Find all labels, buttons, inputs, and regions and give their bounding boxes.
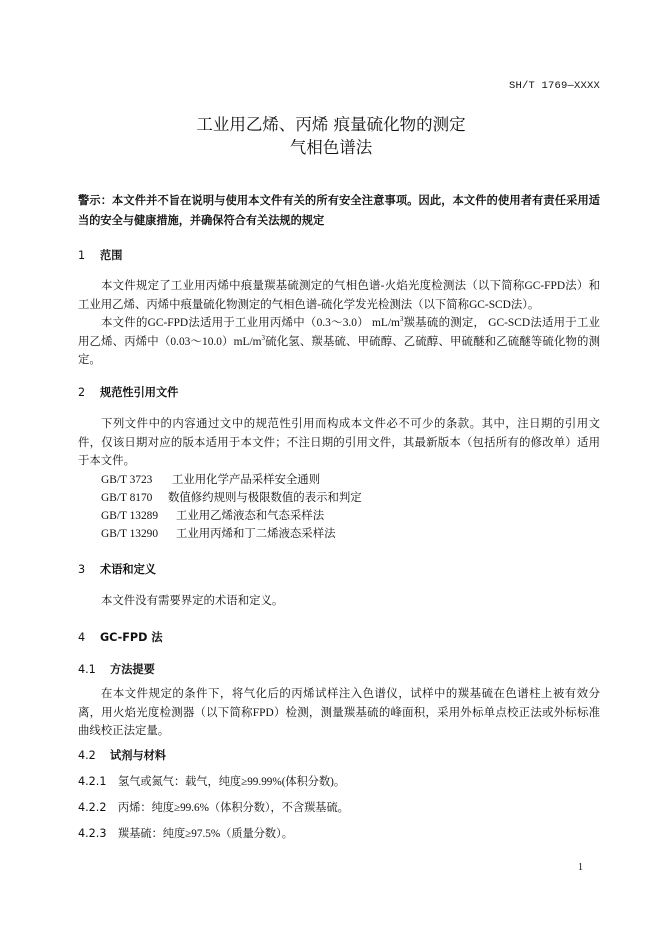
safety-warning: 警示：本文件并不旨在说明与使用本文件有关的所有安全注意事项。因此，本文件的使用者有责任采用适当的安全与健康措施，并确保符合有关法规的规定 (78, 194, 600, 227)
section-4-heading (78, 629, 163, 645)
scope-paragraph-2-part-c: 硫化氢、羰基硫、甲硫醇、乙硫醇、甲硫醚和乙硫醚等硫化物的测定。 (78, 335, 600, 367)
reference-item (101, 489, 362, 505)
reagent-item (78, 799, 349, 815)
method-summary-paragraph: 在本文件规定的条件下，将气化后的丙烯试样注入色谱仪，试样中的羰基硫在色谱柱上被有效分离，用火焰光度检测器（以下简称FPD）检测，测量羰基硫的峰面积，采用外标单点校正法或外标标准曲线校正法定量。 (78, 688, 600, 738)
scope-paragraph-2-part-a: 本文件的GC-FPD法适用于工业用丙烯中（0.3～3.0） mL/m (101, 317, 400, 329)
item-number: 4.2.2 (78, 801, 107, 814)
subsection-number: 4.1 (78, 663, 96, 676)
scope-paragraph-2-part-b: 羰基硫的测定， GC-SCD法适用于工业用乙烯、丙烯中（0.03～10.0）mL/m (78, 317, 601, 348)
section-3-heading (78, 561, 156, 577)
reference-code: GB/T 3723 (101, 474, 153, 486)
reference-title: 工业用丙烯和丁二烯液态采样法 (176, 528, 336, 540)
item-text: 氢气或氮气：载气，纯度≥99.99%(体积分数)。 (118, 776, 346, 788)
section-number: 4 (78, 631, 86, 644)
section-number: 1 (78, 249, 86, 262)
reference-title: 数值修约规则与极限数值的表示和判定 (168, 492, 362, 504)
reference-item (101, 507, 324, 523)
reference-title: 工业用乙烯液态和气态采样法 (176, 510, 325, 522)
reference-title: 工业用化学产品采样安全通则 (172, 474, 321, 486)
scope-paragraph-1: 本文件规定了工业用丙烯中痕量羰基硫测定的气相色谱-火焰光度检测法（以下简称GC-FPD法）和工业用乙烯、丙烯中痕量硫化物测定的气相色谱-硫化学发光检测法（以下简称GC-SCD法）。 (78, 280, 600, 311)
terms-paragraph: 本文件没有需要界定的术语和定义。 (101, 595, 284, 607)
references-paragraph: 下列文件中的内容通过文中的规范性引用而构成本文件必不可少的条款。其中，注日期的引用文件，仅该日期对应的版本适用于本文件；不注日期的引用文件，其最新版本（包括所有的修改单）适用于本文件。 (78, 418, 600, 468)
reference-item (101, 525, 335, 541)
reference-code: GB/T 13290 (101, 528, 159, 540)
section-title: GC-FPD 法 (100, 631, 163, 644)
document-title: 工业用乙烯、丙烯 痕量硫化物的测定 (196, 115, 466, 134)
document-subtitle: 气相色谱法 (289, 138, 373, 157)
item-number: 4.2.3 (78, 827, 107, 840)
subsection-4-1-heading (78, 661, 155, 677)
section-1-heading (78, 247, 122, 263)
unit-superscript: 3 (261, 333, 266, 342)
document-number: SH/T 1769—XXXX (508, 80, 600, 92)
scope-paragraph-2 (78, 314, 600, 370)
reference-code: GB/T 8170 (101, 492, 153, 504)
item-text: 羰基硫：纯度≥97.5%（质量分数）。 (118, 828, 293, 840)
section-title: 术语和定义 (100, 563, 156, 576)
section-title: 规范性引用文件 (100, 386, 179, 399)
item-text: 丙烯：纯度≥99.6%（体积分数），不含羰基硫。 (118, 802, 349, 814)
section-number: 2 (78, 386, 86, 399)
reference-item (101, 471, 320, 487)
section-2-heading (78, 384, 178, 400)
subsection-number: 4.2 (78, 749, 96, 762)
item-number: 4.2.1 (78, 775, 107, 788)
subsection-title: 方法提要 (110, 663, 155, 676)
page-number: 1 (578, 862, 583, 873)
reagent-item (78, 773, 345, 789)
reference-code: GB/T 13289 (101, 510, 159, 522)
section-title: 范围 (100, 249, 123, 262)
subsection-title: 试剂与材料 (110, 749, 166, 762)
subsection-4-2-heading (78, 747, 166, 763)
unit-superscript: 3 (399, 315, 404, 324)
section-number: 3 (78, 563, 86, 576)
reagent-item (78, 825, 293, 841)
